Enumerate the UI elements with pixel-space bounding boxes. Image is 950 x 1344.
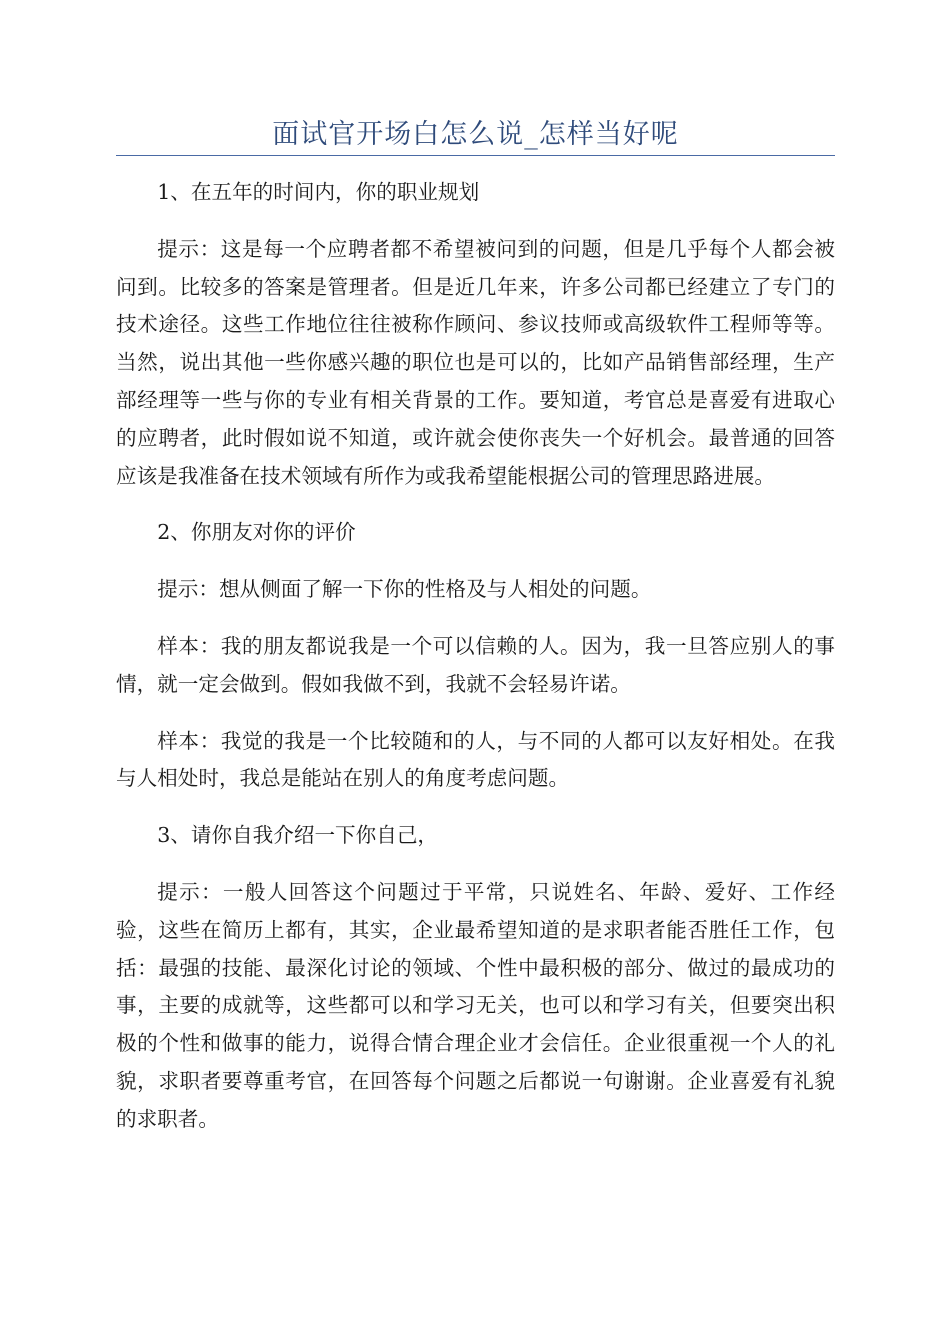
sample-paragraph-2: 样本：我觉的我是一个比较随和的人，与不同的人都可以友好相处。在我与人相处时，我总是能站在别人的角度考虑问题。 [116, 728, 835, 791]
sample-paragraph-1: 样本：我的朋友都说我是一个可以信赖的人。因为，我一旦答应别人的事情，就一定会做到。假如我做不到，我就不会轻易许诺。 [116, 633, 835, 696]
document-body [116, 174, 835, 1139]
question-heading-1: 1、在五年的时间内，你的职业规划 [157, 180, 480, 204]
hint-paragraph-2: 提示：想从侧面了解一下你的性格及与人相处的问题。 [157, 577, 652, 602]
page-title: 面试官开场白怎么说_怎样当好呢 [272, 119, 679, 150]
question-heading-2: 2、你朋友对你的评价 [157, 520, 356, 545]
hint-paragraph-3: 提示：一般人回答这个问题过于平常，只说姓名、年龄、爱好、工作经验，这些在简历上都有，其实，企业最希望知道的是求职者能否胜任工作，包括：最强的技能、最深化讨论的领域、个性中最积极的部分、做过的最成功的事，主要的成就等，这些都可以和学习无关，也可以和学习有关，但要突出积极的个性和做事的能力，说得合情合理企业才会信任。企业很重视一个人的礼貌，求职者要尊重考官，在回答每个问题之后都说一句谢谢。企业喜爱有礼貌的求职者。 [116, 879, 835, 1131]
document-page [116, 0, 835, 1158]
hint-paragraph-1: 提示：这是每一个应聘者都不希望被问到的问题，但是几乎每个人都会被问到。比较多的答案是管理者。但是近几年来，许多公司都已经建立了专门的技术途径。这些工作地位往往被称作顾问、参议技师或高级软件工程师等等。当然，说出其他一些你感兴趣的职位也是可以的，比如产品销售部经理，生产部经理等一些与你的专业有相关背景的工作。要知道，考官总是喜爱有进取心的应聘者，此时假如说不知道，或许就会使你丧失一个好机会。最普通的回答应该是我准备在技术领域有所作为或我希望能根据公司的管理思路进展。 [116, 236, 835, 488]
title-underline [116, 155, 835, 156]
question-heading-3: 3、请你自我介绍一下你自己， [157, 823, 439, 848]
